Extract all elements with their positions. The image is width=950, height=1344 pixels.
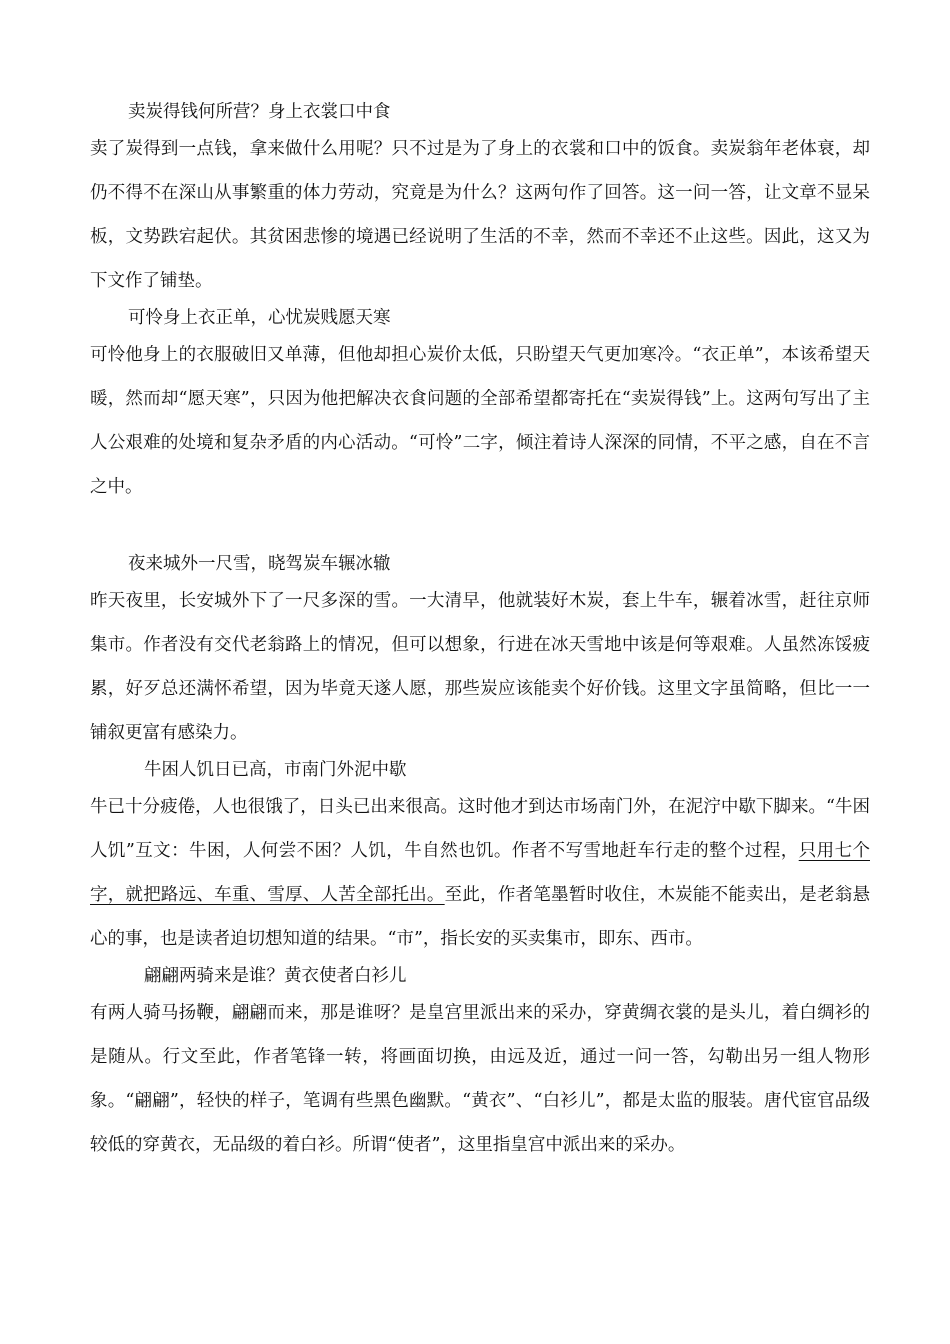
underlined-commentary-text: 只用七个字，就把路远、车重、雪厚、人苦全部托出。 [90,841,870,905]
verse-line: 夜来城外一尺雪，晓驾炭车辗冰辙 [128,554,391,574]
section-thin-clothes [90,303,870,509]
verse-line: 牛困人饥日已高，市南门外泥中歇 [144,760,407,780]
commentary-paragraph: 昨天夜里，长安城外下了一尺多深的雪。一大清早，他就装好木炭，套上牛车，辗着冰雪，赶往京师集市。作者没有交代老翁路上的情况，但可以想象，行进在冰天雪地中该是何等艰难。人虽然冻馁疲累，好歹总还满怀希望，因为毕竟天遂人愿，那些炭应该能卖个好价钱。这里文字虽简略，但比一一铺叙更富有感染力。 [90,591,870,743]
commentary-paragraph: 有两人骑马扬鞭，翩翩而来，那是谁呀？是皇宫里派出来的采办，穿黄绸衣裳的是头儿，着白绸衫的是随从。行文至此，作者笔锋一转，将画面切换，由远及近，通过一问一答，勾勒出另一组人物形象。“翩翩”，轻快的样子，笔调有些黑色幽默。“黄衣”、“白衫儿”，都是太监的服装。唐代宦官品级较低的穿黄衣，无品级的着白衫。所谓“使者”，这里指皇宫中派出来的采办。 [90,1003,870,1155]
commentary-text: 至此，作者笔墨暂时收住，木炭能不能卖出，是老翁悬心的事，也是读者迫切想知道的结果。“市”，指长安的买卖集市，即东、西市。 [90,885,871,949]
section-ox-tired [90,755,870,961]
blank-line [90,509,870,549]
commentary-paragraph: 卖了炭得到一点钱，拿来做什么用呢？只不过是为了身上的衣裳和口中的饭食。卖炭翁年老体衰，却仍不得不在深山从事繁重的体力劳动，究竟是为什么？这两句作了回答。这一问一答，让文章不显呆板，文势跌宕起伏。其贫困悲惨的境遇已经说明了生活的不幸，然而不幸还不止这些。因此，这又为下文作了铺垫。 [90,139,870,291]
verse-line: 可怜身上衣正单，心忧炭贱愿天寒 [128,308,391,328]
verse-line: 卖炭得钱何所营？身上衣裳口中食 [128,102,391,122]
verse-line: 翩翩两骑来是谁？黄衣使者白衫儿 [144,966,407,986]
section-sell-charcoal [90,97,870,303]
commentary-paragraph: 可怜他身上的衣服破旧又单薄，但他却担心炭价太低，只盼望天气更加寒冷。“衣正单”，本该希望天暖，然而却“愿天寒”，只因为他把解决衣食问题的全部希望都寄托在“卖炭得钱”上。这两句写出了主人公艰难的处境和复杂矛盾的内心活动。“可怜”二字，倾注着诗人深深的同情，不平之感，自在不言之中。 [90,345,870,497]
commentary-paragraph [90,785,870,961]
commentary-text: 牛已十分疲倦，人也很饿了，日头已出来很高。这时他才到达市场南门外，在泥泞中歇下脚来。“牛困人饥”互文：牛困，人何尝不困？人饥，牛自然也饥。作者不写雪地赶车行走的整个过程， [90,797,870,861]
document-page [90,97,870,1167]
section-two-riders [90,961,870,1167]
section-night-snow [90,549,870,755]
